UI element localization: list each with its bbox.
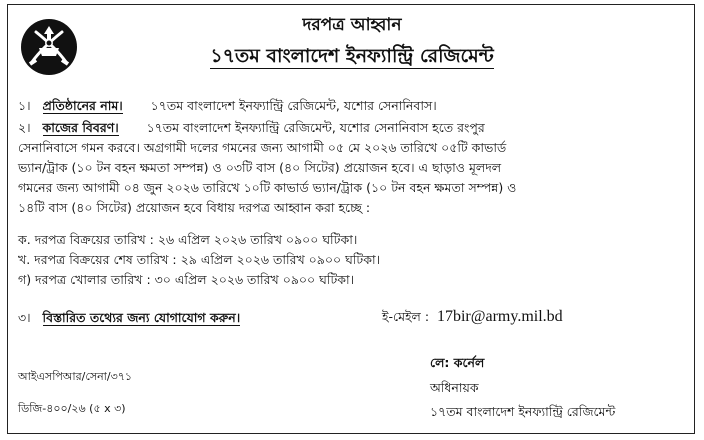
item-3 [18, 310, 240, 330]
schedule-item: খ. দরপত্র বিক্রয়ের শেষ তারিখ : ২৯ এপ্রিল ২০২৬ তারিখ ০৯০০ ঘটিকা। [18, 252, 381, 267]
schedule-item: ক. দরপত্র বিক্রয়ের তারিখ : ২৬ এপ্রিল ২০২৬ তারিখ ০৯০০ ঘটিকা। [18, 232, 358, 247]
unit-heading: ১৭তম বাংলাদেশ ইনফ্যান্ট্রি রেজিমেন্ট [210, 45, 494, 67]
item-2-line: ১৪টি বাস (৪০ সিটের) প্রয়োজন হবে বিধায় দরপত্র আহ্বান করা হচ্ছে : [18, 200, 371, 215]
reference-number: আইএসপিআর/সেনা/৩৭১ [18, 370, 133, 383]
item-1-number: ১। [18, 98, 31, 113]
signature-rank: লে: কর্নেল [430, 355, 485, 370]
signature-role: অধিনায়ক [430, 380, 479, 395]
item-2-label: কাজের বিবরণ। [42, 120, 119, 135]
notice-title: দরপত্র আহ্বান [302, 15, 402, 35]
item-3-label: বিস্তারিত তথ্যের জন্য যোগাযোগ করুন। [42, 310, 241, 325]
item-3-number: ৩। [18, 310, 31, 325]
email-address[interactable]: 17bir@army.mil.bd [436, 308, 563, 325]
item-1-label: প্রতিষ্ঠানের নাম। [42, 98, 123, 113]
item-2-line: ভ্যান/ট্রাক (১০ টন বহন ক্ষমতা সম্পন্ন) ও ০৩টি বাস (৪০ সিটের) প্রয়োজন হবে। এ ছাড়াও মূলদল [18, 160, 502, 175]
email-row [382, 308, 563, 329]
item-2 [18, 120, 485, 140]
item-2-first-line: ১৭তম বাংলাদেশ ইনফ্যান্ট্রি রেজিমেন্ট, যশোর সেনানিবাস হতে রংপুর [146, 120, 485, 135]
schedule-item: গ) দরপত্র খোলার তারিখ : ৩০ এপ্রিল ২০২৬ তারিখ ০৯০০ ঘটিকা। [18, 272, 355, 287]
email-label: ই-মেইল : [382, 309, 430, 324]
item-2-line: গমনের জন্য আগামী ০৪ জুন ২০২৬ তারিখে ১০টি কাভার্ড ভ্যান/ট্রাক (১০ টন বহন ক্ষমতা সম্পন্ন) ও [18, 180, 517, 195]
item-2-number: ২। [18, 120, 31, 135]
item-1 [18, 98, 437, 118]
dg-reference: ডিজি-৪০০/২৬ (৫ x ৩) [18, 402, 126, 415]
signature-unit: ১৭তম বাংলাদেশ ইনফ্যান্ট্রি রেজিমেন্ট [430, 404, 616, 419]
item-2-line: সেনানিবাসে গমন করবে। অগ্রগামী দলের গমনের জন্য আগামী ০৫ মে ২০২৬ তারিখে ০৫টি কাভার্ড [18, 140, 507, 155]
item-1-value: ১৭তম বাংলাদেশ ইনফ্যান্ট্রি রেজিমেন্ট, যশোর সেনানিবাস। [150, 98, 437, 113]
